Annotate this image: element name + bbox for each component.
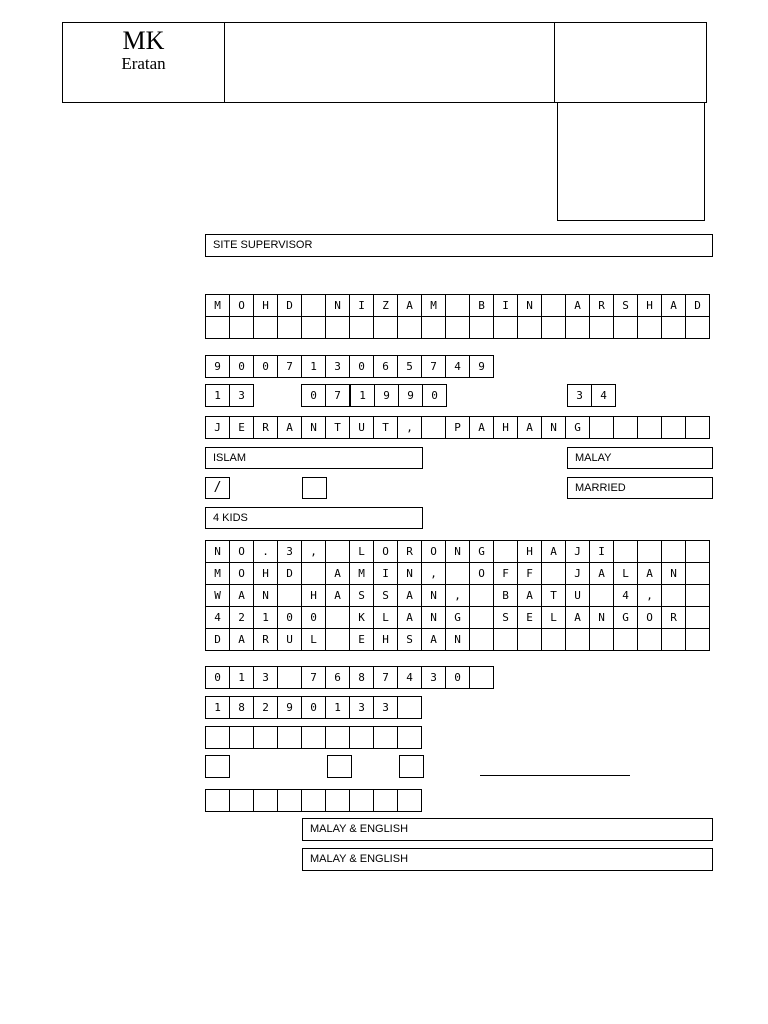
char-cell[interactable]: K — [349, 606, 374, 629]
char-cell[interactable]: A — [637, 562, 662, 585]
char-cell[interactable]: L — [301, 628, 326, 651]
char-cell[interactable]: 9 — [205, 355, 230, 378]
char-cell[interactable]: 1 — [253, 606, 278, 629]
signature-line — [480, 775, 630, 776]
char-cell[interactable] — [565, 316, 590, 339]
char-cell[interactable]: L — [373, 606, 398, 629]
char-cell[interactable]: N — [253, 584, 278, 607]
char-cell[interactable]: A — [589, 562, 614, 585]
char-cell[interactable]: 3 — [349, 696, 374, 719]
char-cell[interactable]: I — [349, 294, 374, 317]
race-field[interactable]: MALAY — [567, 447, 713, 469]
checkbox-3[interactable] — [399, 755, 424, 778]
char-cell[interactable]: B — [469, 294, 494, 317]
char-cell[interactable] — [253, 316, 278, 339]
char-cell[interactable] — [541, 294, 566, 317]
char-cell[interactable] — [445, 316, 470, 339]
char-cell[interactable] — [493, 316, 518, 339]
char-cell[interactable] — [373, 789, 398, 812]
char-cell[interactable] — [613, 416, 638, 439]
char-cell[interactable]: N — [589, 606, 614, 629]
char-cell[interactable] — [589, 316, 614, 339]
char-cell[interactable]: O — [229, 540, 254, 563]
char-cell[interactable]: E — [517, 606, 542, 629]
char-cell[interactable]: A — [325, 584, 350, 607]
char-cell[interactable]: M — [205, 562, 230, 585]
char-cell[interactable]: A — [469, 416, 494, 439]
char-cell[interactable]: , — [397, 416, 422, 439]
char-cell[interactable]: 0 — [445, 666, 470, 689]
char-cell[interactable]: F — [517, 562, 542, 585]
char-cell[interactable]: 0 — [277, 606, 302, 629]
char-cell[interactable] — [589, 628, 614, 651]
char-cell[interactable] — [589, 416, 614, 439]
char-cell[interactable]: 2 — [229, 606, 254, 629]
char-cell[interactable]: . — [253, 540, 278, 563]
char-cell[interactable] — [253, 789, 278, 812]
char-cell[interactable]: M — [421, 294, 446, 317]
char-cell[interactable]: I — [493, 294, 518, 317]
char-cell[interactable]: 1 — [205, 384, 230, 407]
char-cell[interactable] — [325, 606, 350, 629]
char-cell[interactable]: G — [565, 416, 590, 439]
char-cell[interactable]: A — [541, 540, 566, 563]
photo-box — [557, 102, 705, 221]
char-cell[interactable]: 9 — [398, 384, 423, 407]
char-cell[interactable]: A — [661, 294, 686, 317]
char-cell[interactable] — [205, 789, 230, 812]
char-cell[interactable]: 9 — [469, 355, 494, 378]
char-cell[interactable]: R — [253, 416, 278, 439]
char-cell[interactable]: G — [445, 606, 470, 629]
char-cell[interactable] — [685, 316, 710, 339]
char-cell[interactable]: A — [517, 416, 542, 439]
char-cell[interactable] — [205, 316, 230, 339]
char-cell[interactable]: H — [493, 416, 518, 439]
logo-sub-text: Eratan — [121, 54, 166, 73]
char-cell[interactable] — [685, 628, 710, 651]
char-cell[interactable] — [325, 726, 350, 749]
char-cell[interactable]: 1 — [229, 666, 254, 689]
char-cell[interactable] — [229, 726, 254, 749]
char-cell[interactable] — [349, 789, 374, 812]
char-cell[interactable]: 7 — [421, 355, 446, 378]
char-cell[interactable]: I — [373, 562, 398, 585]
char-cell[interactable] — [517, 628, 542, 651]
header-logo-box — [62, 22, 225, 103]
char-cell[interactable]: 4 — [591, 384, 616, 407]
char-cell[interactable]: A — [229, 584, 254, 607]
char-cell[interactable] — [301, 726, 326, 749]
char-cell[interactable]: 4 — [205, 606, 230, 629]
char-cell[interactable]: H — [517, 540, 542, 563]
char-cell[interactable]: O — [421, 540, 446, 563]
char-cell[interactable]: U — [277, 628, 302, 651]
char-cell[interactable]: G — [469, 540, 494, 563]
char-cell[interactable]: O — [373, 540, 398, 563]
char-cell[interactable] — [493, 628, 518, 651]
language-written-field[interactable]: MALAY & ENGLISH — [302, 848, 713, 871]
char-cell[interactable] — [661, 628, 686, 651]
char-cell[interactable]: 3 — [325, 355, 350, 378]
char-cell[interactable]: O — [229, 562, 254, 585]
char-cell[interactable]: A — [421, 628, 446, 651]
char-cell[interactable] — [517, 316, 542, 339]
char-cell[interactable]: M — [349, 562, 374, 585]
char-cell[interactable]: Z — [373, 294, 398, 317]
char-cell[interactable]: 3 — [421, 666, 446, 689]
char-cell[interactable]: A — [397, 606, 422, 629]
char-cell[interactable] — [253, 726, 278, 749]
char-cell[interactable]: 1 — [325, 696, 350, 719]
char-cell[interactable]: U — [349, 416, 374, 439]
char-cell[interactable]: 0 — [229, 355, 254, 378]
company-logo — [63, 27, 224, 73]
char-cell[interactable]: S — [349, 584, 374, 607]
char-cell[interactable]: 9 — [277, 696, 302, 719]
char-cell[interactable]: S — [373, 584, 398, 607]
char-cell[interactable] — [589, 584, 614, 607]
char-cell[interactable] — [349, 316, 374, 339]
char-cell[interactable] — [373, 726, 398, 749]
char-cell[interactable]: H — [373, 628, 398, 651]
char-cell[interactable]: O — [229, 294, 254, 317]
char-cell[interactable]: N — [205, 540, 230, 563]
char-cell[interactable]: N — [397, 562, 422, 585]
position-field[interactable]: SITE SUPERVISOR — [205, 234, 713, 257]
char-cell[interactable]: F — [493, 562, 518, 585]
char-cell[interactable]: M — [205, 294, 230, 317]
char-cell[interactable] — [613, 316, 638, 339]
char-cell[interactable]: 3 — [229, 384, 254, 407]
char-cell[interactable]: , — [301, 540, 326, 563]
char-cell[interactable] — [325, 316, 350, 339]
char-cell[interactable] — [277, 316, 302, 339]
char-cell[interactable] — [397, 316, 422, 339]
char-cell[interactable] — [469, 628, 494, 651]
char-cell[interactable] — [229, 789, 254, 812]
char-cell[interactable] — [685, 416, 710, 439]
char-cell[interactable]: 1 — [301, 355, 326, 378]
char-cell[interactable] — [373, 316, 398, 339]
char-cell[interactable]: 0 — [422, 384, 447, 407]
char-cell[interactable]: W — [205, 584, 230, 607]
char-cell[interactable] — [637, 416, 662, 439]
char-cell[interactable]: 6 — [373, 355, 398, 378]
char-cell[interactable] — [661, 316, 686, 339]
char-cell[interactable] — [277, 789, 302, 812]
char-cell[interactable]: 0 — [349, 355, 374, 378]
logo-mk-text: MK — [122, 26, 165, 55]
char-cell[interactable]: H — [301, 584, 326, 607]
char-cell[interactable]: A — [325, 562, 350, 585]
char-cell[interactable]: 8 — [229, 696, 254, 719]
char-cell[interactable]: 4 — [445, 355, 470, 378]
char-cell[interactable]: 4 — [397, 666, 422, 689]
char-cell[interactable]: J — [565, 540, 590, 563]
char-cell[interactable]: 0 — [301, 696, 326, 719]
char-cell[interactable] — [661, 584, 686, 607]
char-cell[interactable]: R — [589, 294, 614, 317]
char-cell[interactable]: T — [373, 416, 398, 439]
char-cell[interactable]: E — [229, 416, 254, 439]
char-cell[interactable] — [637, 628, 662, 651]
char-cell[interactable]: A — [277, 416, 302, 439]
char-cell[interactable]: S — [397, 628, 422, 651]
char-cell[interactable]: 0 — [253, 355, 278, 378]
char-cell[interactable]: G — [613, 606, 638, 629]
char-cell[interactable]: 9 — [374, 384, 399, 407]
char-cell[interactable]: P — [445, 416, 470, 439]
char-cell[interactable]: A — [397, 294, 422, 317]
char-cell[interactable] — [637, 316, 662, 339]
char-cell[interactable]: R — [253, 628, 278, 651]
char-cell[interactable] — [685, 606, 710, 629]
char-cell[interactable]: N — [445, 540, 470, 563]
char-cell[interactable] — [301, 562, 326, 585]
char-cell[interactable]: O — [637, 606, 662, 629]
char-cell[interactable]: B — [493, 584, 518, 607]
char-cell[interactable] — [661, 416, 686, 439]
char-cell[interactable]: H — [253, 562, 278, 585]
char-cell[interactable]: A — [565, 294, 590, 317]
char-cell[interactable]: J — [565, 562, 590, 585]
char-cell[interactable]: D — [277, 294, 302, 317]
char-cell[interactable]: 3 — [567, 384, 592, 407]
char-cell[interactable] — [685, 540, 710, 563]
gender-checkbox-female[interactable] — [302, 477, 327, 499]
header-title-box — [224, 22, 555, 103]
char-cell[interactable]: , — [445, 584, 470, 607]
char-cell[interactable]: H — [637, 294, 662, 317]
char-cell[interactable]: 7 — [277, 355, 302, 378]
char-cell[interactable]: 1 — [350, 384, 375, 407]
gender-checkbox-male[interactable]: / — [205, 477, 230, 499]
char-cell[interactable] — [469, 584, 494, 607]
char-cell[interactable]: D — [277, 562, 302, 585]
char-cell[interactable] — [541, 316, 566, 339]
char-cell[interactable] — [469, 316, 494, 339]
char-cell[interactable] — [325, 540, 350, 563]
char-cell[interactable] — [685, 584, 710, 607]
char-cell[interactable]: 3 — [373, 696, 398, 719]
language-spoken-field[interactable]: MALAY & ENGLISH — [302, 818, 713, 841]
char-cell[interactable]: L — [613, 562, 638, 585]
char-cell[interactable]: A — [517, 584, 542, 607]
char-cell[interactable] — [445, 562, 470, 585]
char-cell[interactable]: L — [541, 606, 566, 629]
char-cell[interactable]: J — [205, 416, 230, 439]
char-cell[interactable]: 0 — [301, 606, 326, 629]
char-cell[interactable] — [469, 606, 494, 629]
char-cell[interactable]: A — [565, 606, 590, 629]
char-cell[interactable]: 7 — [373, 666, 398, 689]
char-cell[interactable]: I — [589, 540, 614, 563]
char-cell[interactable]: , — [637, 584, 662, 607]
char-cell[interactable] — [301, 789, 326, 812]
char-cell[interactable] — [397, 696, 422, 719]
char-cell[interactable]: D — [685, 294, 710, 317]
char-cell[interactable]: 7 — [301, 666, 326, 689]
char-cell[interactable] — [637, 540, 662, 563]
char-cell[interactable] — [541, 628, 566, 651]
char-cell[interactable] — [325, 789, 350, 812]
char-cell[interactable]: A — [397, 584, 422, 607]
char-cell[interactable] — [325, 628, 350, 651]
char-cell[interactable]: N — [445, 628, 470, 651]
char-cell[interactable] — [661, 540, 686, 563]
char-cell[interactable] — [277, 726, 302, 749]
char-cell[interactable]: 4 — [613, 584, 638, 607]
char-cell[interactable] — [301, 294, 326, 317]
char-cell[interactable] — [445, 294, 470, 317]
char-cell[interactable] — [493, 540, 518, 563]
char-cell[interactable]: L — [349, 540, 374, 563]
char-cell[interactable]: 0 — [205, 666, 230, 689]
char-cell[interactable]: 5 — [397, 355, 422, 378]
char-cell[interactable]: 1 — [205, 696, 230, 719]
char-cell[interactable]: R — [397, 540, 422, 563]
marital-status-field[interactable]: MARRIED — [567, 477, 713, 499]
char-cell[interactable] — [565, 628, 590, 651]
char-cell[interactable] — [277, 584, 302, 607]
checkbox-1[interactable] — [205, 755, 230, 778]
char-cell[interactable]: 3 — [253, 666, 278, 689]
char-cell[interactable]: 7 — [325, 384, 350, 407]
char-cell[interactable]: T — [325, 416, 350, 439]
char-cell[interactable]: D — [205, 628, 230, 651]
char-cell[interactable] — [613, 540, 638, 563]
char-cell[interactable] — [397, 726, 422, 749]
char-cell[interactable] — [277, 666, 302, 689]
char-cell[interactable]: N — [517, 294, 542, 317]
char-cell[interactable]: 2 — [253, 696, 278, 719]
religion-field[interactable]: ISLAM — [205, 447, 423, 469]
char-cell[interactable]: T — [541, 584, 566, 607]
char-cell[interactable] — [301, 316, 326, 339]
char-cell[interactable]: S — [613, 294, 638, 317]
char-cell[interactable]: N — [421, 584, 446, 607]
char-cell[interactable]: 3 — [277, 540, 302, 563]
children-field[interactable]: 4 KIDS — [205, 507, 423, 529]
char-cell[interactable]: N — [301, 416, 326, 439]
char-cell[interactable] — [613, 628, 638, 651]
char-cell[interactable]: N — [325, 294, 350, 317]
char-cell[interactable] — [229, 316, 254, 339]
char-cell[interactable]: H — [253, 294, 278, 317]
char-cell[interactable]: R — [661, 606, 686, 629]
char-cell[interactable]: E — [349, 628, 374, 651]
char-cell[interactable] — [421, 316, 446, 339]
char-cell[interactable]: 8 — [349, 666, 374, 689]
char-cell[interactable] — [349, 726, 374, 749]
char-cell[interactable] — [421, 416, 446, 439]
char-cell[interactable]: , — [421, 562, 446, 585]
char-cell[interactable]: N — [421, 606, 446, 629]
char-cell[interactable]: N — [661, 562, 686, 585]
char-cell[interactable]: S — [493, 606, 518, 629]
checkbox-2[interactable] — [327, 755, 352, 778]
char-cell[interactable] — [397, 789, 422, 812]
char-cell[interactable] — [541, 562, 566, 585]
char-cell[interactable]: 6 — [325, 666, 350, 689]
char-cell[interactable]: A — [229, 628, 254, 651]
char-cell[interactable]: N — [541, 416, 566, 439]
char-cell[interactable]: O — [469, 562, 494, 585]
char-cell[interactable]: 0 — [301, 384, 326, 407]
char-cell[interactable] — [205, 726, 230, 749]
char-cell[interactable] — [469, 666, 494, 689]
char-cell[interactable] — [685, 562, 710, 585]
char-cell[interactable]: U — [565, 584, 590, 607]
header-ref-box — [554, 22, 707, 103]
